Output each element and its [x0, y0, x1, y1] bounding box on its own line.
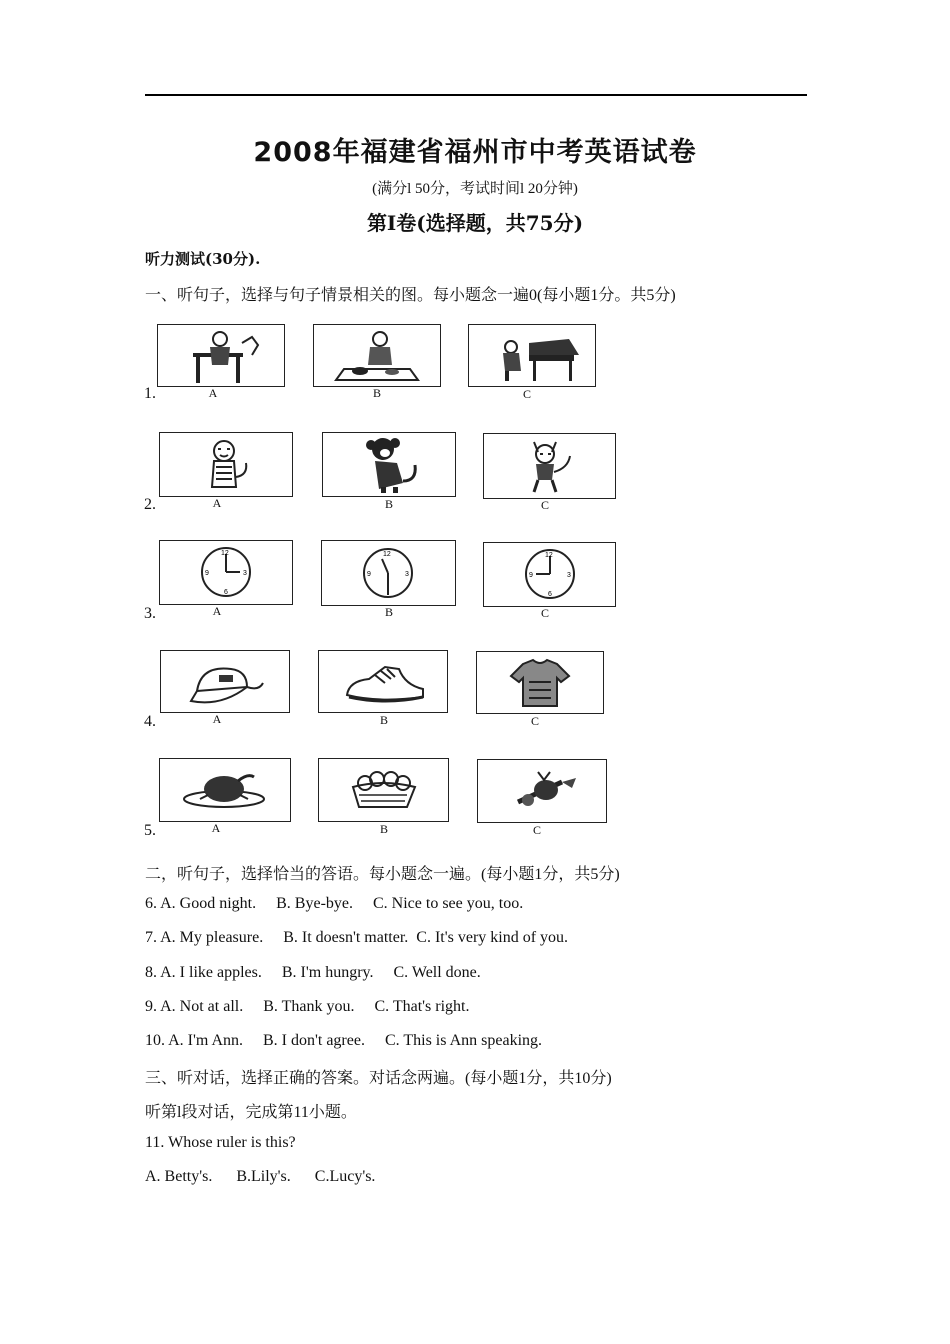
option-label: B — [372, 386, 381, 400]
svg-text:12: 12 — [545, 552, 553, 559]
chicken-plate-icon[interactable] — [159, 758, 291, 822]
option-label: A — [212, 496, 222, 510]
question-7: 7. A. My pleasure. B. It doesn't matter. C. It's very kind of you. — [145, 929, 569, 946]
option-label: A — [212, 712, 222, 726]
option-label: C — [540, 606, 549, 620]
top-rule — [145, 94, 807, 96]
option-label: C — [532, 823, 541, 837]
option-label: C — [530, 714, 539, 728]
option-label: A — [212, 604, 222, 618]
option-label: C — [540, 498, 549, 512]
cap-icon[interactable] — [160, 650, 290, 713]
question-number: 1. — [144, 385, 156, 402]
section1-instruction: 一、听句子，选择与句子情景相关的图。每小题念一遍0(每小题1分。共5分) — [145, 287, 676, 304]
clock-icon[interactable] — [321, 540, 456, 606]
listening-heading: 听力测试(30分). — [145, 250, 261, 268]
svg-text:3: 3 — [405, 571, 409, 578]
exam-title: 2008年福建省福州市中考英语试卷 — [253, 137, 697, 168]
section2-instruction: 二，听句子，选择恰当的答语。每小题念一遍。(每小题1分，共5分) — [145, 866, 620, 883]
option-label: B — [384, 497, 393, 511]
question-8: 8. A. I like apples. B. I'm hungry. C. Well done. — [145, 964, 481, 981]
monkey-icon[interactable] — [322, 432, 456, 497]
question-10: 10. A. I'm Ann. B. I don't agree. C. This is Ann speaking. — [145, 1032, 543, 1049]
section3-instruction: 三、听对话，选择正确的答案。对话念两遍。(每小题1分，共10分) — [145, 1070, 612, 1087]
question-number: 4. — [144, 713, 156, 730]
question-number: 2. — [144, 496, 156, 513]
svg-text:6: 6 — [224, 589, 228, 596]
option-label: C — [522, 387, 531, 401]
tshirt-icon[interactable] — [476, 651, 604, 714]
fruit-basket-icon[interactable] — [318, 758, 449, 822]
question-11-options: A. Betty's. B.Lily's. C.Lucy's. — [145, 1168, 376, 1185]
boy-piano-icon[interactable] — [468, 324, 596, 387]
question-9: 9. A. Not at all. B. Thank you. C. That's right. — [145, 998, 470, 1015]
svg-text:9: 9 — [205, 570, 209, 577]
question-number: 3. — [144, 605, 156, 622]
vegetables-icon[interactable] — [477, 759, 607, 823]
dialog-1-instruction: 听第l段对话，完成第11小题。 — [145, 1104, 357, 1121]
clock-icon[interactable] — [159, 540, 293, 605]
svg-text:9: 9 — [529, 572, 533, 579]
svg-text:3: 3 — [243, 570, 247, 577]
svg-text:9: 9 — [367, 571, 371, 578]
boy-at-desk-icon[interactable] — [157, 324, 285, 387]
question-11: 11. Whose ruler is this? — [145, 1134, 296, 1151]
svg-text:3: 3 — [567, 572, 571, 579]
clock-icon[interactable] — [483, 542, 616, 607]
option-label: B — [384, 605, 393, 619]
shoe-icon[interactable] — [318, 650, 448, 713]
option-label: A — [211, 821, 221, 835]
exam-subtitle: (满分l 50分，考试时间l 20分钟) — [372, 181, 578, 197]
svg-text:12: 12 — [383, 551, 391, 558]
cat-icon[interactable] — [483, 433, 616, 499]
svg-text:12: 12 — [221, 550, 229, 557]
option-label: B — [379, 713, 388, 727]
option-label: B — [379, 822, 388, 836]
question-6: 6. A. Good night. B. Bye-bye. C. Nice to see you, too. — [145, 895, 524, 912]
part-title: 第Ⅰ卷(选择题，共75分) — [366, 211, 584, 235]
boy-eating-icon[interactable] — [313, 324, 441, 387]
option-label: A — [208, 386, 218, 400]
question-number: 5. — [144, 822, 156, 839]
tiger-icon[interactable] — [159, 432, 293, 497]
svg-text:6: 6 — [548, 591, 552, 598]
